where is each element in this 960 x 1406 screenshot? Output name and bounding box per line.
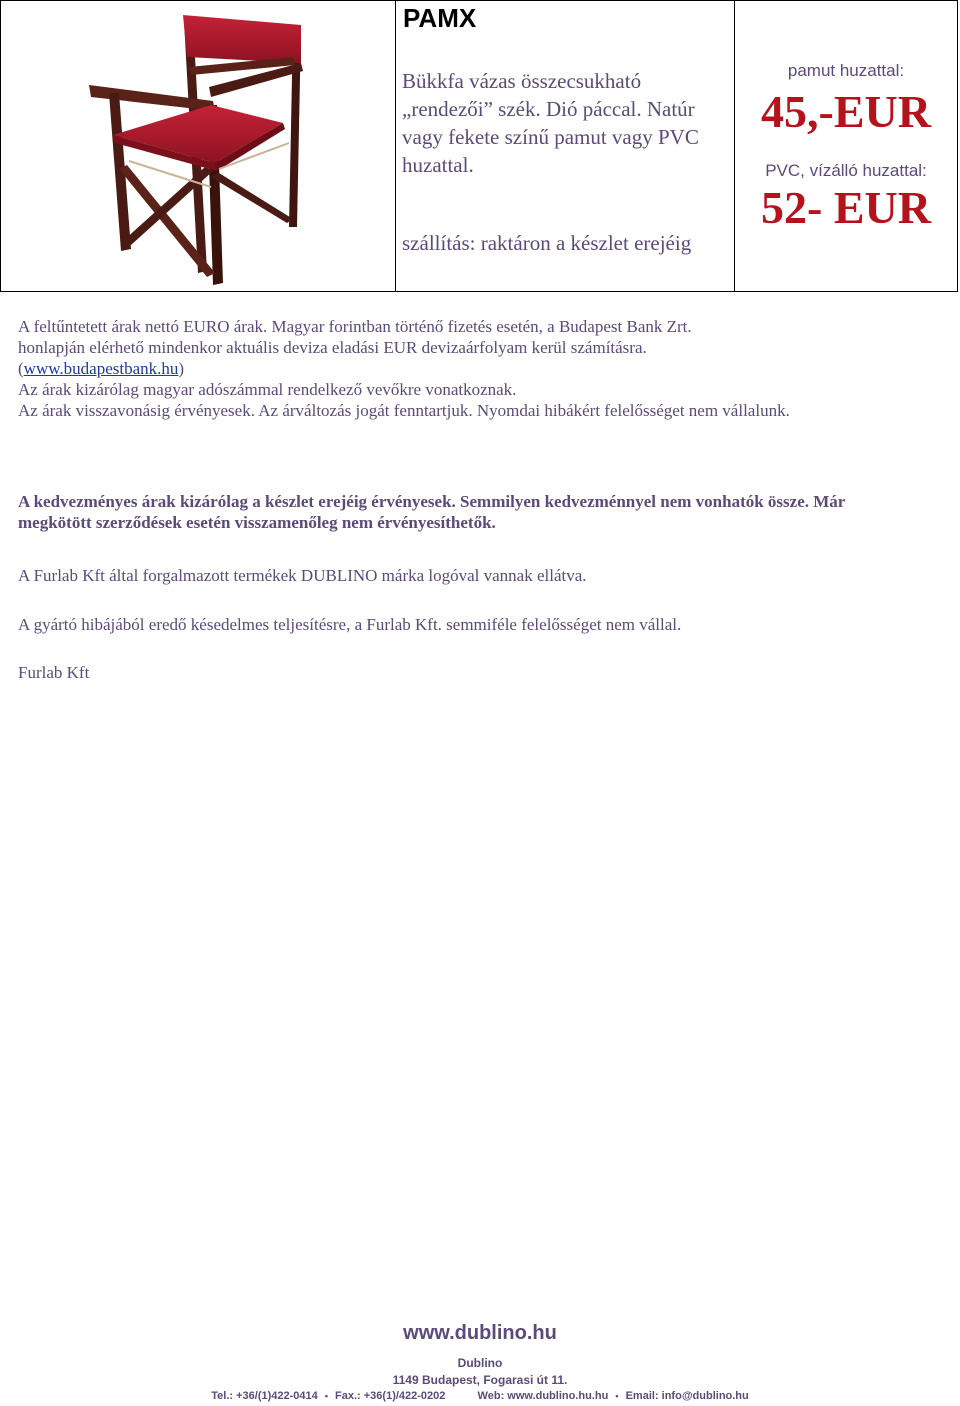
liability-note: A gyártó hibájából eredő késedelmes teljesítésre, a Furlab Kft. semmiféle felelősséget nem vállal. xyxy=(18,615,682,634)
paren-open: ( xyxy=(18,359,24,378)
signature: Furlab Kft xyxy=(18,663,90,682)
product-image-cell xyxy=(1,1,396,291)
bullet-icon: • xyxy=(615,1391,619,1401)
product-code: PAMX xyxy=(403,3,477,33)
price-label-pvc: PVC, vízálló huzattal: xyxy=(765,161,927,180)
note-line: honlapján elérhető mindenkor aktuális deviza eladási EUR devizaárfolyam kerül számításra. xyxy=(18,338,647,357)
footer-email[interactable]: Email: info@dublino.hu xyxy=(625,1390,749,1402)
paren-close: ) xyxy=(178,359,185,378)
product-description: Bükkfa vázas összecsukható „rendezői” szék. Dió páccal. Natúr vagy fekete színű pamut vagy PVC huzattal. xyxy=(402,69,699,177)
footer-fax: Fax.: +36(1)/422-0202 xyxy=(335,1390,446,1402)
price-value-cotton: 45,-EUR xyxy=(761,86,931,137)
brand-note: A Furlab Kft által forgalmazott termékek DUBLINO márka logóval vannak ellátva. xyxy=(18,566,587,585)
price-cell xyxy=(735,1,957,291)
director-chair-image xyxy=(1,1,395,291)
footer-website[interactable]: www.dublino.hu xyxy=(403,1322,557,1344)
price-label-cotton: pamut huzattal: xyxy=(787,61,905,80)
footer-address: 1149 Budapest, Fogarasi út 11. xyxy=(392,1373,568,1387)
note-line: A feltűntetett árak nettó EURO árak. Magyar forintban történő fizetés esetén, a Budapest Bank Zrt. xyxy=(18,317,692,336)
footer-contacts xyxy=(0,1390,960,1402)
discount-notes: A kedvezményes árak kizárólag a készlet erejéig érvényesek. Semmilyen kedvezménnyel nem vonhatók össze. Már megkötött szerződések esetén visszamenőleg nem érvényesíthetők. xyxy=(18,492,846,532)
product-table xyxy=(0,0,958,292)
price-value-pvc: 52- EUR xyxy=(761,182,931,233)
note-line: Az árak visszavonásig érvényesek. Az árváltozás jogát fenntartjuk. Nyomdai hibákért felelősséget nem vállalunk. xyxy=(18,401,790,420)
footer-web[interactable]: Web: www.dublino.hu.hu xyxy=(477,1390,609,1402)
note-line xyxy=(18,358,918,379)
footer-tel: Tel.: +36/(1)422-0414 xyxy=(211,1390,318,1402)
price-notes xyxy=(18,316,918,421)
budapestbank-link[interactable]: www.budapestbank.hu xyxy=(23,359,179,378)
product-description-cell xyxy=(396,1,735,291)
bullet-icon: • xyxy=(324,1391,328,1401)
footer-company: Dublino xyxy=(457,1356,503,1370)
note-line: Az árak kizárólag magyar adószámmal rendelkező vevőkre vonatkoznak. xyxy=(18,380,517,399)
delivery-info: szállítás: raktáron a készlet erejéig xyxy=(402,231,692,255)
